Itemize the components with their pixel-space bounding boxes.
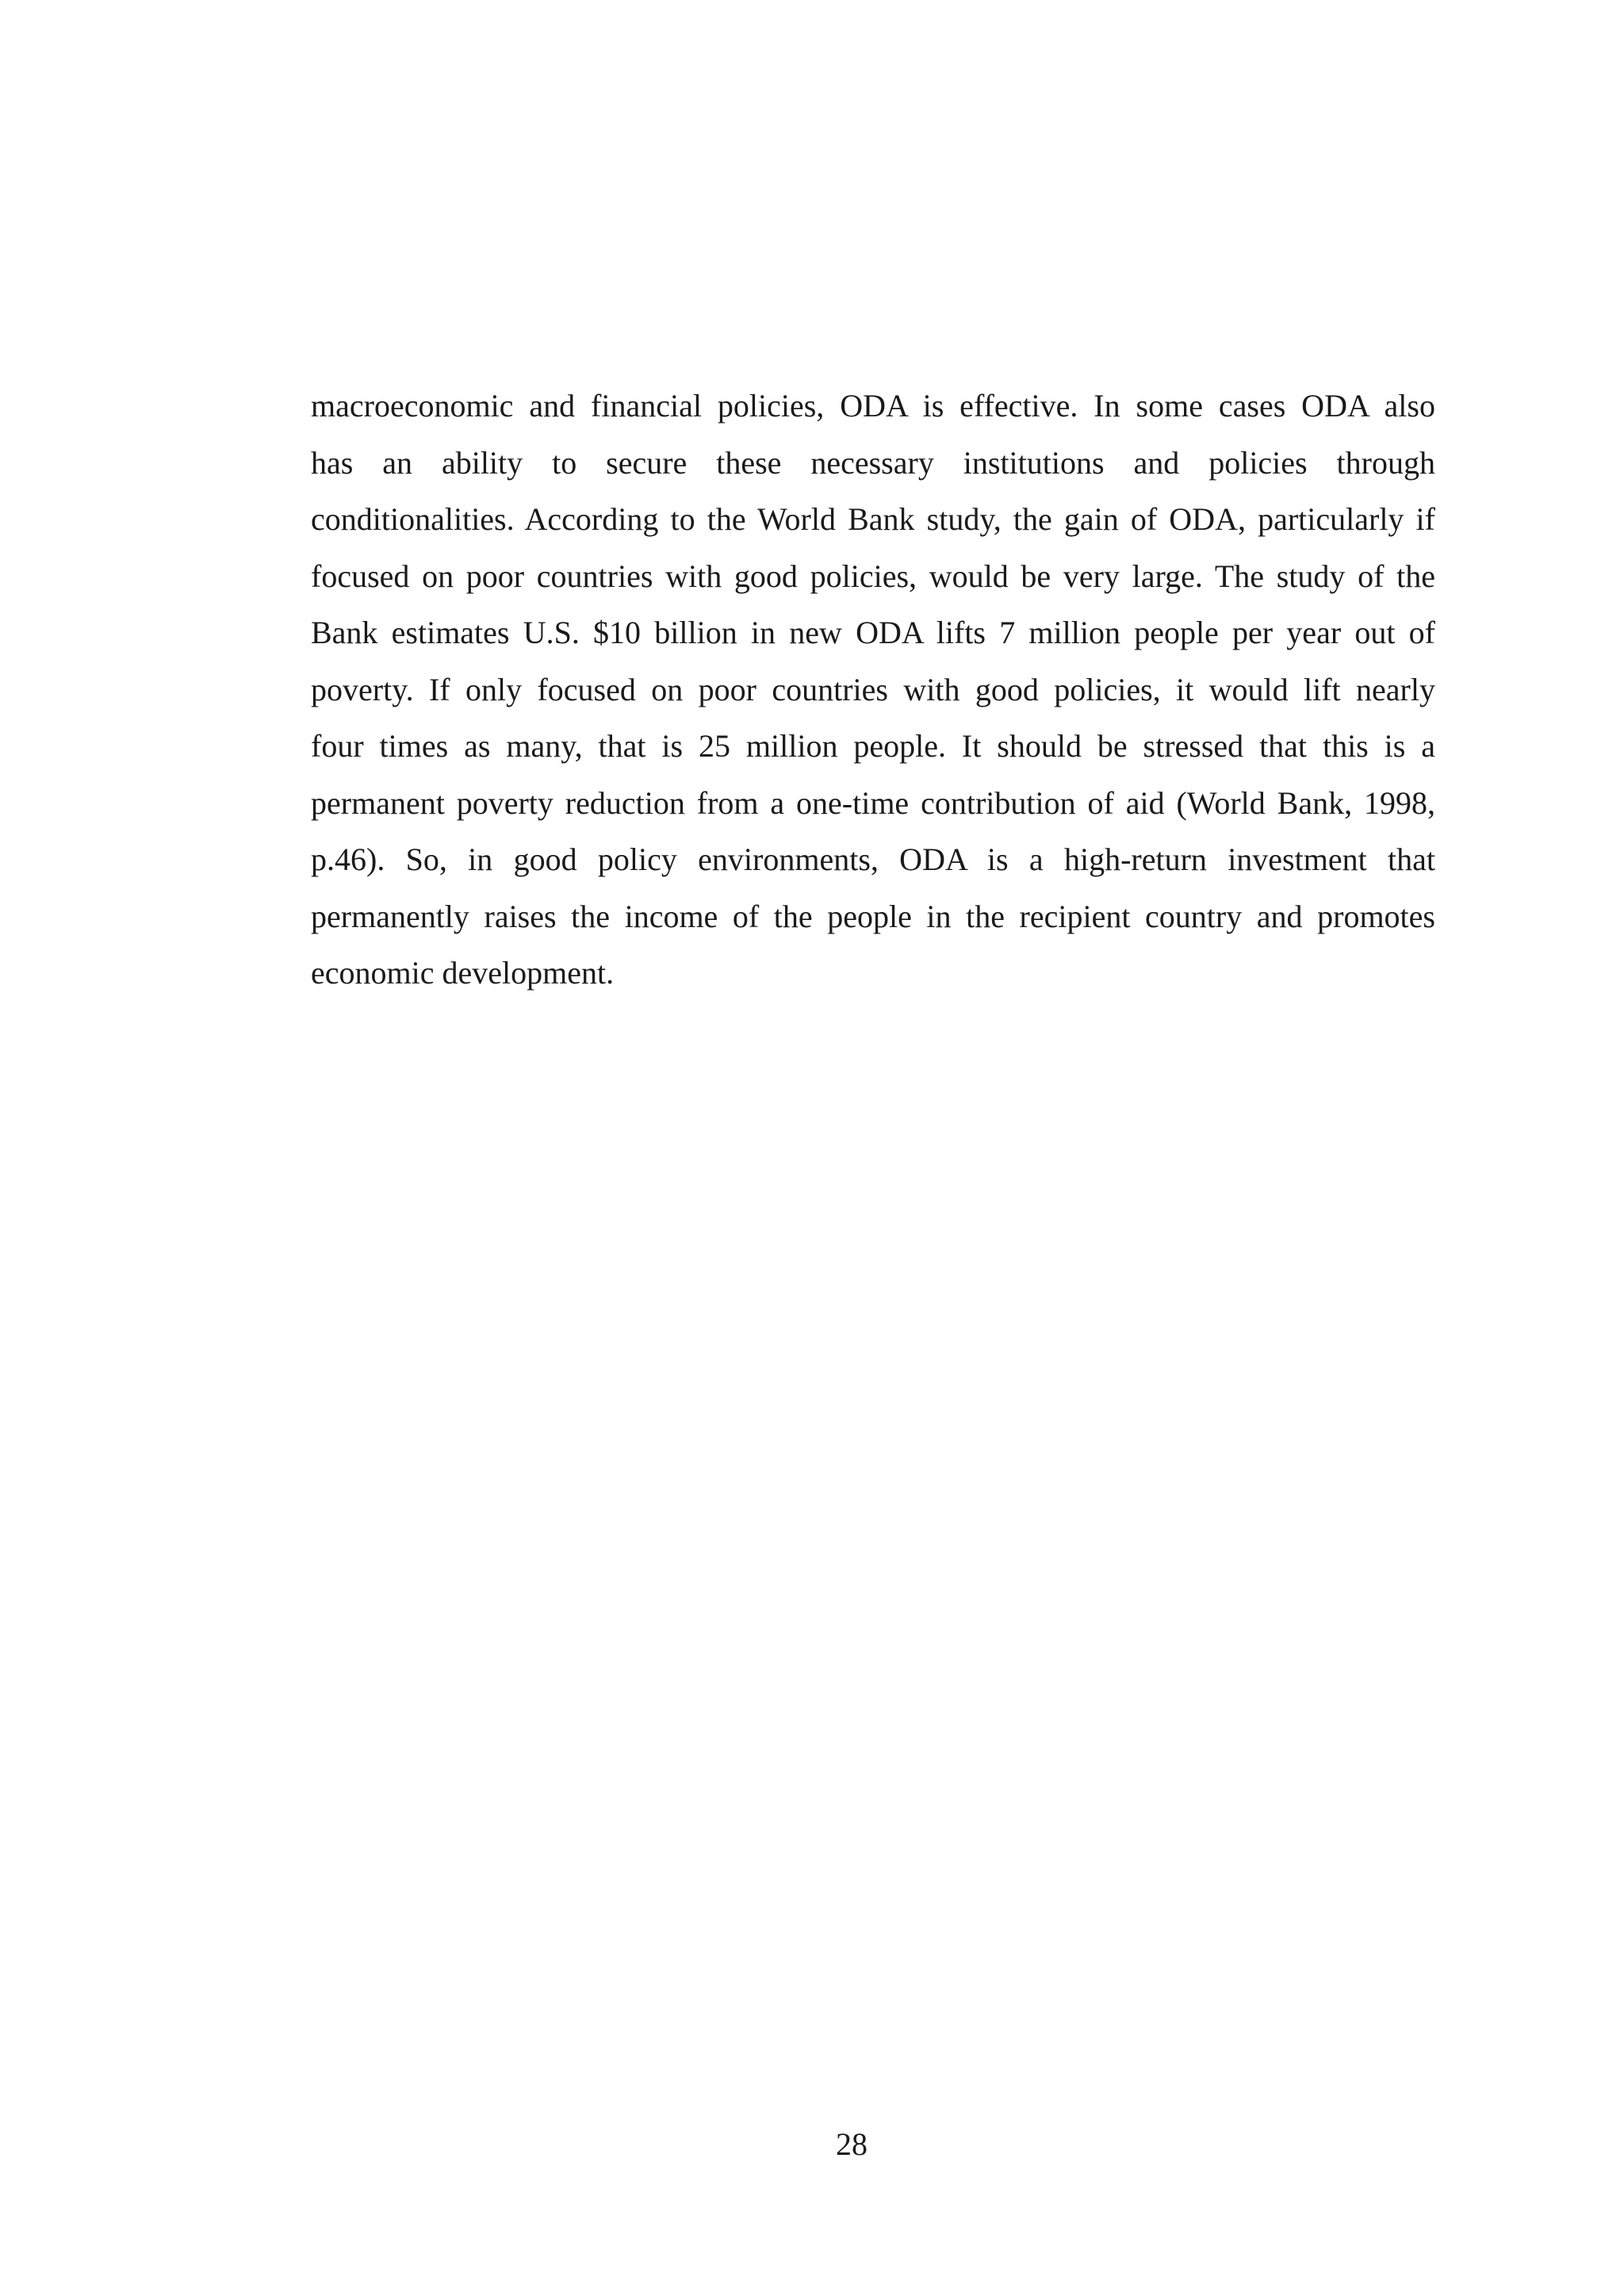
- body-paragraph: [311, 378, 1435, 1002]
- paragraph-line: has an ability to secure these necessary institutions and policies through: [311, 444, 1435, 481]
- paragraph-line: p.46). So, in good policy environments, ODA is a high-return investment that: [311, 841, 1435, 877]
- paragraph-line: poverty. If only focused on poor countries with good policies, it would lift nearly: [311, 671, 1435, 707]
- paragraph-line: economic development.: [311, 955, 615, 991]
- paragraph-line: permanently raises the income of the people in the recipient country and promotes: [311, 898, 1435, 934]
- paragraph-line: permanent poverty reduction from a one-time contribution of aid (World Bank, 1998,: [311, 784, 1435, 821]
- paragraph-line: macroeconomic and financial policies, ODA is effective. In some cases ODA also: [311, 388, 1435, 424]
- paragraph-line: four times as many, that is 25 million people. It should be stressed that this is a: [311, 728, 1435, 764]
- paragraph-line: focused on poor countries with good policies, would be very large. The study of the: [311, 558, 1435, 594]
- page-number: 28: [836, 2126, 868, 2162]
- paragraph-line: Bank estimates U.S. $10 billion in new ODA lifts 7 million people per year out of: [311, 615, 1435, 650]
- paragraph-line: conditionalities. According to the World Bank study, the gain of ODA, particularly if: [311, 501, 1435, 537]
